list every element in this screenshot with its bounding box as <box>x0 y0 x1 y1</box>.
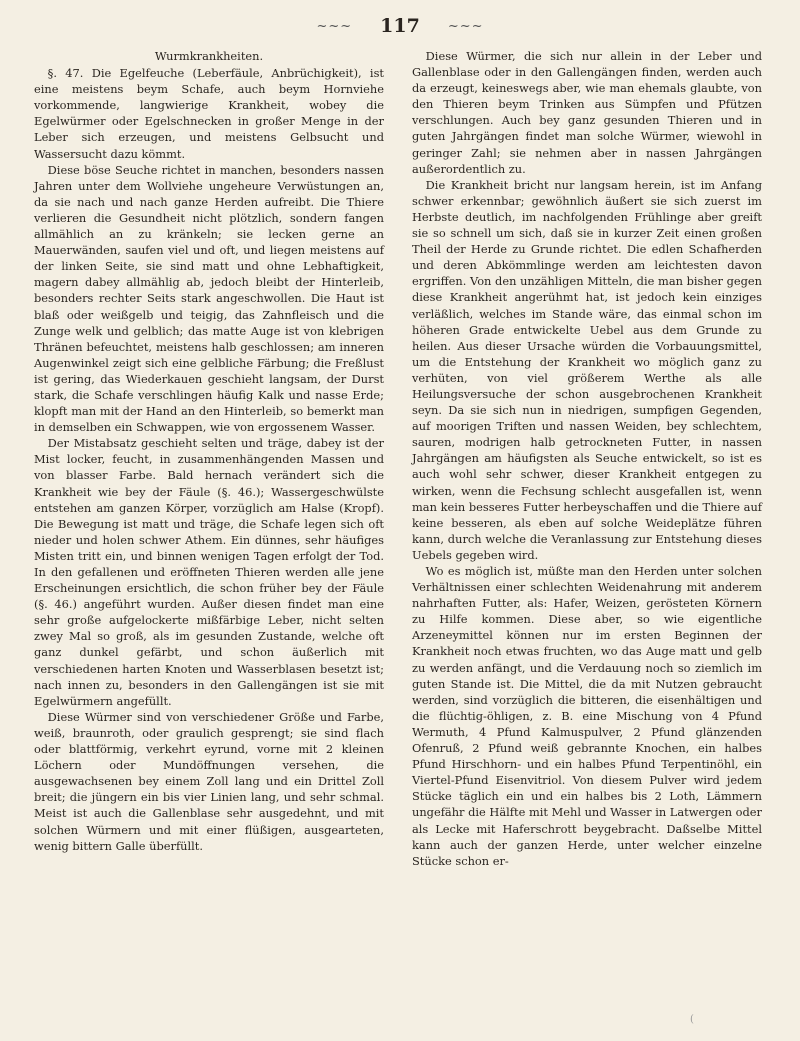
page-number: 117 <box>380 15 420 37</box>
paragraph: Diese Würmer sind von verschiedener Größe und Farbe, weiß, braunroth, oder graulich gesprengt; sie sind flach oder blattförmig, verkehrt eyrund, vorne mit 2 kleinen Löchern oder Mundöffnungen versehen, die ausgewachsenen bey einem Zoll lang und ein Drittel Zoll breit; die jüngern ein bis vier Linien lang, und sehr schmal. Meist ist auch die Gallenblase sehr ausgedehnt, und mit solchen Würmern und mit einer flüßigen, ausgearteten, wenig bittern Galle überfüllt. <box>34 709 384 853</box>
right-column <box>412 48 762 869</box>
paragraph: §. 47. Die Egelfeuche (Leberfäule, Anbrüchigkeit), ist eine meistens beym Schafe, auch beym Hornviehe vorkommende, langwierige Krankheit, wobey die Egelwürmer oder Egelschnecken in großer Menge in der Leber sich erzeugen, und meistens Gelbsucht und Wassersucht dazu kömmt. <box>34 66 384 161</box>
ornament-right: ~~~ <box>447 18 484 34</box>
paragraph: Der Mistabsatz geschieht selten und träge, dabey ist der Mist locker, feucht, in zusammenhängenden Massen und von blasser Farbe. Bald hernach verändert sich die Krankheit wie bey der Fäule (§. 46.); Wassergeschwülste entstehen am ganzen Körper, vorzüglich am Halse (Kropf). Die Bewegung ist matt und träge, die Schafe legen sich oft nieder und holen schwer Athem. Ein dünnes, sehr häufiges Misten tritt ein, und binnen wenigen Tagen erfolgt der Tod. In den gefallenen und eröffneten Thieren werden alle jene Erscheinungen ersichtlich, die schon früher bey der Fäule (§. 46.) angeführt wurden. Außer diesen findet man eine sehr große aufgelockerte mißfärbige Leber, nicht selten zwey Mal so groß, als im gesunden Zustande, welche oft ganz dunkel gefärbt, und schon äußerlich mit verschiedenen harten Knoten und Wasserblasen besetzt ist; nach innen zu, besonders in den Gallengängen ist sie mit Egelwürmern angefüllt. <box>34 436 384 708</box>
section-heading: Wurmkrankheiten. <box>154 49 264 63</box>
page-header <box>0 14 800 38</box>
paragraph: Die Krankheit bricht nur langsam herein, ist im Anfang schwer erkennbar; gewöhnlich äußert sie sich zuerst im Herbste deutlich, im nachfolgenden Frühlinge aber greift sie so schnell um sich, daß sie in kurzer Zeit einen großen Theil der Herde zu Grunde richtet. Die edlen Schafherden und deren Abkömmlinge werden am leichtesten davon ergriffen. Von den unzähligen Mitteln, die man bisher gegen diese Krankheit angerühmt hat, ist jedoch kein einziges verläßlich, welches im Stande wäre, das einmal schon im höheren Grade entwickelte Uebel aus dem Grunde zu heilen. Aus dieser Ursache würden die Vorbauungsmittel, um die Entstehung der Krankheit wo möglich ganz zu verhüten, von viel größerem Werthe als alle Heilungsversuche der schon ausgebrochenen Krankheit seyn. Da sie sich nun in niedrigen, sumpfigen Gegenden, auf moorigen Triften und nassen Weiden, bey schlechtem, sauren, modrigen halb getrockneten Futter, in nassen Jahrgängen am häufigsten als Seuche entwickelt, so ist es auch wohl sehr schwer, dieser Krankheit entgegen zu wirken, wenn die Fechsung schlecht ausgefallen ist, wenn man kein besseres Futter herbeyschaffen und die Thiere auf keine besseren, als eben auf solche Weideplätze führen kann, durch welche die Veranlassung zur Entstehung dieses Uebels gegeben wird. <box>412 177 762 562</box>
paragraph: Wo es möglich ist, müßte man den Herden unter solchen Verhältnissen einer schlechten Weidenahrung mit anderem nahrhaften Futter, als: Hafer, Weizen, gerösteten Körnern zu Hilfe kommen. Diese aber, so wie eigentliche Arzeneymittel können nur im ersten Beginnen der Krankheit noch etwas fruchten, wo das Auge matt und gelb zu werden anfängt, und die Verdauung noch so ziemlich im guten Stande ist. Die Mittel, die da mit Nutzen gebraucht werden, sind vorzüglich die bitteren, die eisenhältigen und die flüchtig-öhligen, z. B. eine Mischung von 4 Pfund Wermuth, 4 Pfund Kalmuspulver, 2 Pfund glänzenden Ofenruß, 2 Pfund weiß gebrannte Knochen, ein halbes Pfund Hirschhorn- und ein halbes Pfund Terpentinöhl, ein Viertel-Pfund Eisenvitriol. Von diesem Pulver wird jedem Stücke täglich ein und ein halbes bis 2 Loth, Lämmern ungefähr die Hälfte mit Mehl und Wasser in Latwergen oder als Lecke mit Haferschrott beygebracht. Daßselbe Mittel kann auch der ganzen Herde, unter welcher einzelne Stücke schon er- <box>412 564 762 868</box>
paragraph: Diese böse Seuche richtet in manchen, besonders nassen Jahren unter dem Wollviehe ungeheure Verwüstungen an, da sie nach und nach ganze Herden aufreibt. Die Thiere verlieren die Gesundheit nicht plötzlich, sondern fangen allmählich an zu kränkeln; sie lecken gerne an Mauerwänden, saufen viel und oft, und liegen meistens auf der linken Seite, sie sind matt und ohne Lebhaftigkeit, magern dabey allmählig ab, jedoch bleibt der Hinterleib, besonders rechter Seits stark angeschwollen. Die Haut ist blaß oder weißgelb und teigig, das Zahnfleisch und die Zunge welk und gelblich; das matte Auge ist von klebrigen Thränen befeuchtet, meistens halb geschlossen; am inneren Augenwinkel zeigt sich eine gelbliche Färbung; die Freßlust ist gering, das Wiederkauen geschieht langsam, der Durst stark, die Schafe verschlingen häufig Kalk und nasse Erde; klopft man mit der Hand an den Hinterleib, so bemerkt man in demselben ein Schwappen, wie von ergossenem Wasser. <box>34 162 384 435</box>
footer-mark: ( <box>690 1014 694 1025</box>
ornament-left: ~~~ <box>316 18 353 34</box>
left-column <box>34 48 384 854</box>
paragraph: Diese Würmer, die sich nur allein in der Leber und Gallenblase oder in den Gallengängen finden, werden auch da erzeugt, keineswegs aber, wie man ehemals glaubte, von den Thieren beym Trinken aus Sümpfen und Pfützen verschlungen. Auch bey ganz gesunden Thieren und in guten Jahrgängen findet man solche Würmer, wiewohl in geringer Zahl; sie nehmen aber in nassen Jahrgängen außerordentlich zu. <box>412 49 762 176</box>
